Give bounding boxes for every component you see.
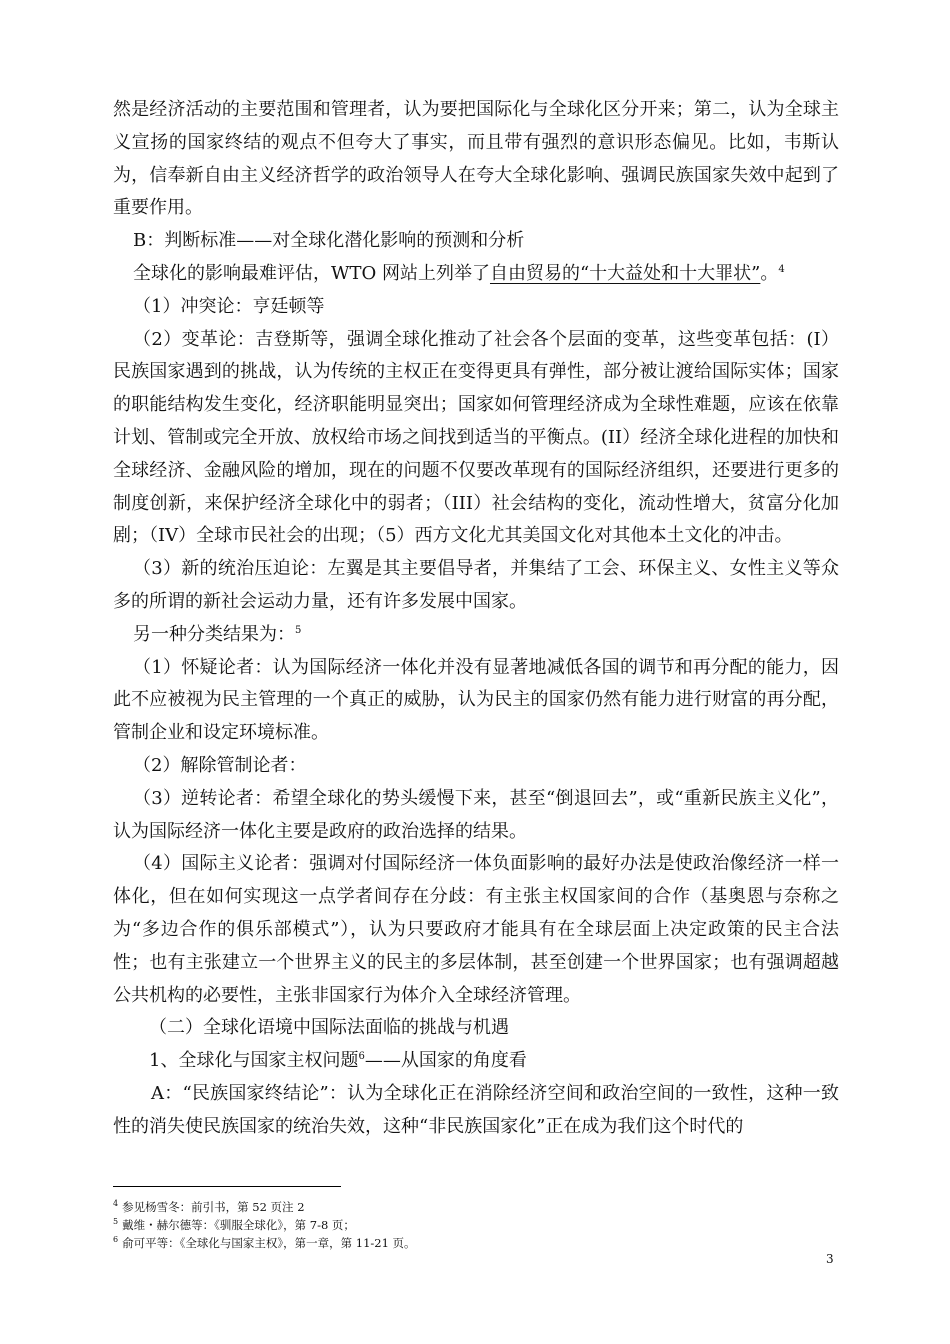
paragraph: 然是经济活动的主要范围和管理者，认为要把国际化与全球化区分开来；第二，认为全球主义宣扬的国家终结的观点不但夸大了事实，而且带有强烈的意识形态偏见。比如，韦斯认为，信奉新自由主义经济哲学的政治领导人在夸大全球化影响、强调民族国家失效中起到了重要作用。 <box>113 99 839 219</box>
footnote-item <box>113 1216 839 1234</box>
paragraph <box>113 258 839 291</box>
paragraph-text: 。 <box>760 262 779 284</box>
footnote-separator <box>113 1186 341 1187</box>
footnote-text: 俞可平等：《全球化与国家主权》，第一章，第 11-21 页。 <box>122 1236 416 1250</box>
section-heading: （二）全球化语境中国际法面临的挑战与机遇 <box>149 1017 509 1039</box>
list-item: （4）国际主义论者：强调对付国际经济一体负面影响的最好办法是使政治像经济一样一体化，但在如何实现这一点学者间存在分歧：有主张主权国家间的合作（基奥恩与奈称之为“多边合作的俱乐部模式”），认为只要政府才能具有在全球层面上决定政策的民主合法性；也有主张建立一个世界主义的民主的多层体制，甚至创建一个世界国家；也有强调超越公共机构的必要性，主张非国家行为体介入全球经济管理。 <box>113 853 839 1006</box>
footnote-text: 戴维・赫尔德等：《驯服全球化》，第 7-8 页； <box>122 1218 355 1232</box>
footnote-item <box>113 1234 839 1252</box>
subsection-heading <box>113 1045 839 1078</box>
heading-text: ——从国家的角度看 <box>364 1050 527 1072</box>
footnote-ref-4[interactable]: 4 <box>778 263 785 275</box>
paragraph-text: 另一种分类结果为： <box>133 623 295 645</box>
footnote-number: 4 <box>113 1199 119 1209</box>
paragraph-text: 全球化的影响最难评估，WTO 网站上列举了 <box>133 262 490 284</box>
body-text <box>113 94 839 1144</box>
hyperlink-free-trade[interactable]: 自由贸易的“十大益处和十大罪状” <box>489 262 761 284</box>
list-item: （2）解除管制论者： <box>133 754 307 776</box>
paragraph: A：“民族国家终结论”：认为全球化正在消除经济空间和政治空间的一致性，这种一致性的消失使民族国家的统治失效，这种“非民族国家化”正在成为我们这个时代的 <box>113 1082 839 1137</box>
footnote-text: 参见杨雪冬：前引书，第 52 页注 2 <box>122 1200 305 1214</box>
list-item: （2）变革论：吉登斯等，强调全球化推动了社会各个层面的变革，这些变革包括：(I）民族国家遇到的挑战，认为传统的主权正在变得更具有弹性，部分被让渡给国际实体；国家的职能结构发生变化，经济职能明显突出；国家如何管理经济成为全球性难题，应该在依靠计划、管制或完全开放、放权给市场之间找到适当的平衡点。(II）经济全球化进程的加快和全球经济、金融风险的增加，现在的问题不仅要改革现有的国际经济组织，还要进行更多的制度创新，来保护经济全球化中的弱者；（III）社会结构的变化，流动性增大，贫富分化加剧；（IV）全球市民社会的出现；（5）西方文化尤其美国文化对其他本土文化的冲击。 <box>113 328 839 547</box>
section-heading-b: B：判断标准——对全球化潜化影响的预测和分析 <box>133 230 525 252</box>
list-item: （1）怀疑论者：认为国际经济一体化并没有显著地减低各国的调节和再分配的能力，因此不应被视为民主管理的一个真正的威胁，认为民主的国家仍然有能力进行财富的再分配，管制企业和设定环境标准。 <box>113 656 839 744</box>
footnote-number: 6 <box>113 1235 119 1245</box>
footnote-item <box>113 1198 839 1216</box>
heading-text: 1、全球化与国家主权问题 <box>149 1050 359 1072</box>
footnote-number: 5 <box>113 1217 119 1227</box>
paragraph <box>113 619 839 652</box>
list-item: （3）逆转论者：希望全球化的势头缓慢下来，甚至“倒退回去”，或“重新民族主义化”，认为国际经济一体化主要是政府的政治选择的结果。 <box>113 787 839 842</box>
list-item: （3）新的统治压迫论：左翼是其主要倡导者，并集结了工会、环保主义、女性主义等众多的所谓的新社会运动力量，还有许多发展中国家。 <box>113 558 839 612</box>
list-item: （1）冲突论：亨廷顿等 <box>133 295 325 317</box>
footnote-ref-5[interactable]: 5 <box>295 624 302 636</box>
footnotes <box>113 1198 839 1252</box>
page-number: 3 <box>826 1252 834 1266</box>
footnote-ref-6[interactable]: 6 <box>358 1051 365 1063</box>
